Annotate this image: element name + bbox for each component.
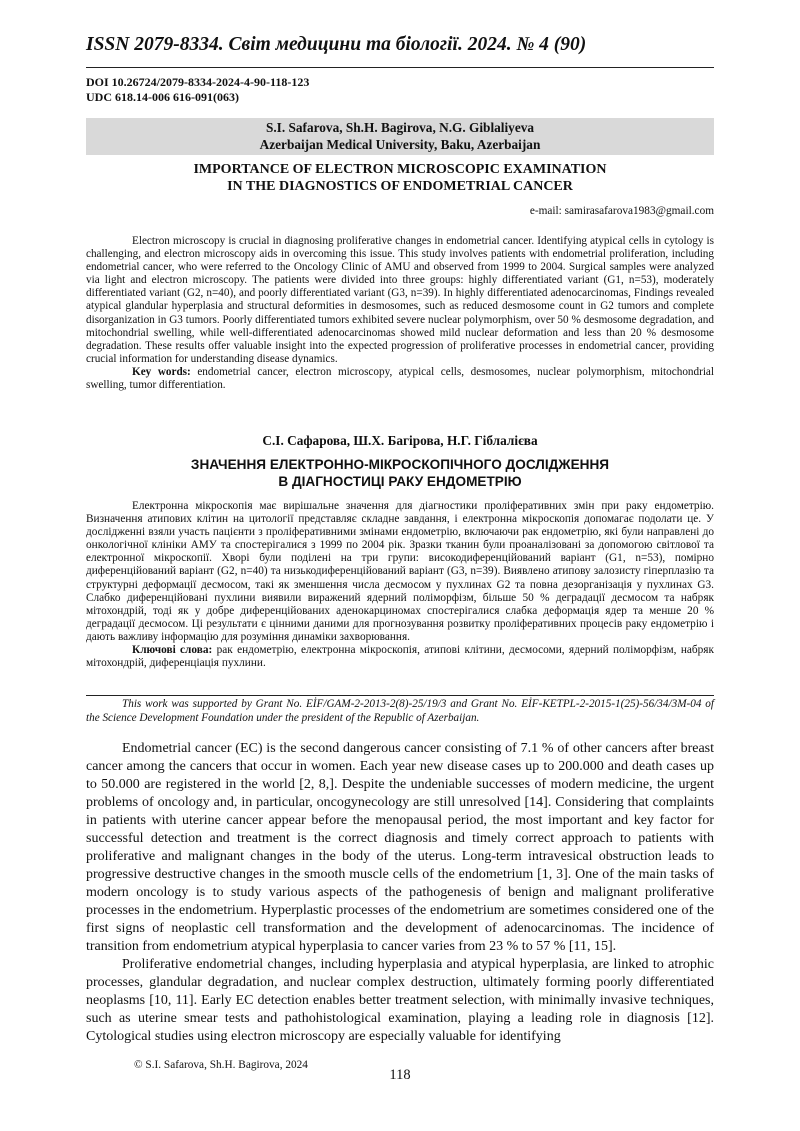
affiliation-en: Azerbaijan Medical University, Baku, Azerbaijan — [259, 137, 541, 152]
identifiers — [86, 75, 309, 105]
title-ua-line2: В ДІАГНОСТИЦІ РАКУ ЕНДОМЕТРІЮ — [278, 473, 522, 489]
keywords-ua-label: Ключові слова: — [132, 644, 213, 657]
header-divider — [86, 67, 714, 68]
article-title-ua — [86, 457, 714, 490]
abstract-en-text: Electron microscopy is crucial in diagnosing proliferative changes in endometrial cancer. Identifying atypical cells in cytology is challenging, and electron microscopy aids in overcoming this issue. This study involves patients with endometrial proliferation, including endometrial cancer, who were referred to the Oncology Clinic of AMU and observed from 1999 to 2004. Surgical samples were analyzed via light and electron microscopy. The patients were divided into three groups: highly differentiated variant (G1, n=53), moderately differentiated variant (G2, n=40), and poorly differentiated variant (G3, n=39). In highly differentiated adenocarcinomas, Findings revealed atypical glandular hyperplasia and structural deformities in desmosomes, such as reduced desmosome count in G2 tumors and complete disorganization in G3 tumors. Poorly differentiated tumors exhibited severe nuclear polymorphism, over 50 % desmosome degradation, and mitochondrial swelling, while well-differentiated adenocarcinomas showed mild nuclear deformation and less than 20 % desmosome degradation. These results offer valuable insight into the expected progression of proliferative processes in endometrial cancer, providing crucial information for understanding disease dynamics. — [86, 235, 714, 365]
keywords-ua-text: рак ендометрію, електронна мікроскопія, атипові клітини, десмосоми, ядерний поліморфізм, набряк мітохондрій, диференціація пухлини. — [86, 644, 714, 670]
title-en-line1: IMPORTANCE OF ELECTRON MICROSCOPIC EXAMINATION — [193, 162, 607, 177]
abstract-en — [86, 235, 714, 392]
journal-header: ISSN 2079-8334. Світ медицини та біології. 2024. № 4 (90) — [86, 34, 587, 55]
keywords-en — [86, 366, 714, 392]
grant-divider — [86, 695, 714, 696]
contact-email[interactable]: e-mail: samirasafarova1983@gmail.com — [529, 205, 714, 217]
body-paragraph-2: Proliferative endometrial changes, including hyperplasia and atypical hyperplasia, are linked to atrophic processes, glandular degradation, and nuclear complex destruction, ultimately forming poorly differentiated neoplasms [10, 11]. Early EC detection enables better treatment selection, with minimally invasive techniques, such as uterine smear tests and pathohistological examination, playing a leading role in diagnosis [12]. Cytological studies using electron microscopy are especially valuable for identifying — [86, 957, 714, 1044]
keywords-ua — [86, 644, 714, 670]
body-paragraph-1: Endometrial cancer (EC) is the second dangerous cancer consisting of 7.1 % of other cancers after breast cancer among the cancers that occur in women. Each year new disease cases up to 200.000 and death cases up to 50.000 are registered in the world [2, 8,]. Despite the undeniable successes of modern medicine, the urgent problems of oncology and, in particular, oncogynecology are still unresolved [14]. Considering that complaints in patients with uterine cancer appear before the menopausal period, the most important and key factor for successful detection and treatment is the correct diagnosis and timely correct approach to patients with proliferative and malignant changes in the body of the uterus. Long-term intravesical obstruction leads to progressive destructive changes in the smooth muscle cells of the endometrium [1, 3]. One of the main tasks of modern oncology is to study various aspects of the pathogenesis of benign and malignant proliferative processes in the endometrium. Hyperplastic processes of the endometrium are sometimes considered one of the first signs of neoplastic cell transformation and the development of adenocarcinomas. The incidence of transition from endometrium atypical hyperplasia to cancer varies from 23 % to 57 % [11, 15]. — [86, 741, 714, 954]
copyright-notice: © S.I. Safarova, Sh.H. Bagirova, 2024 — [134, 1059, 308, 1071]
udc-line: UDC 618.14-006 616-091(063) — [86, 90, 239, 104]
page-number: 118 — [389, 1067, 411, 1083]
grant-acknowledgement: This work was supported by Grant No. EİF/GAM-2-2013-2(8)-25/19/3 and Grant No. EİF-KETPL-2-2015-1(25)-56/34/3M-04 of the Science Development Foundation under the president of the Republic of Azerbaijan. — [86, 698, 714, 724]
doi-line[interactable]: DOI 10.26724/2079-8334-2024-4-90-118-123 — [86, 75, 310, 89]
authors-box-en — [86, 118, 714, 155]
article-title-en — [86, 161, 714, 195]
abstract-ua — [86, 500, 714, 670]
article-body — [86, 740, 714, 1046]
abstract-ua-text: Електронна мікроскопія має вирішальне значення для діагностики проліферативних змін при раку ендометрію. Визначення атипових клітин на цитології представляє складне завдання, і електронна мікроскопія допомагає подолати це. У дослідженні взяли участь пацієнти з проліферативними змінами ендометрію, включаючи рак ендометрію, які були направлені до онкологічної клініки АМУ та спостерігалися з 1999 по 2004 рік. Зразки тканин були проаналізовані за допомогою світлової та електронної мікроскопії. Хворі були поділені на три групи: високодиференційований варіант (G1, n=53), помірно диференційований варіант (G2, n=40) та низькодиференційований варіант (G3, n=39). Виявлено атипову залозисту гіперплазію та структурні деформації десмосом, такі як зменшення числа десмосом у пухлинах G2 та повна дезорганізація у пухлинах G3. Слабко диференційовані пухлини виявили виражений ядерний поліморфізм, більше 50 % деградації десмосом та набряк мітохондрій, тоді як у добре диференційованих аденокарциномах спостерігалися слабка деформація ядер та менше 20 % деградації десмосом. Ці результати є цінними даними для прогнозування розвитку проліферативних процесів раку ендометрію і дають важливу інформацію для розуміння динаміки захворювання. — [86, 500, 714, 643]
keywords-en-label: Key words: — [132, 365, 191, 378]
title-ua-line1: ЗНАЧЕННЯ ЕЛЕКТРОННО-МІКРОСКОПІЧНОГО ДОСЛІДЖЕННЯ — [190, 457, 610, 472]
keywords-en-text: endometrial cancer, electron microscopy, atypical cells, desmosomes, nuclear polymorphism, mitochondrial swelling, tumor differentiation. — [86, 365, 715, 392]
authors-en: S.I. Safarova, Sh.H. Bagirova, N.G. Giblaliyeva — [265, 120, 535, 135]
authors-ua: С.І. Сафарова, Ш.Х. Багірова, Н.Г. Гіблалієва — [262, 433, 538, 448]
title-en-line2: IN THE DIAGNOSTICS OF ENDOMETRIAL CANCER — [227, 179, 573, 194]
